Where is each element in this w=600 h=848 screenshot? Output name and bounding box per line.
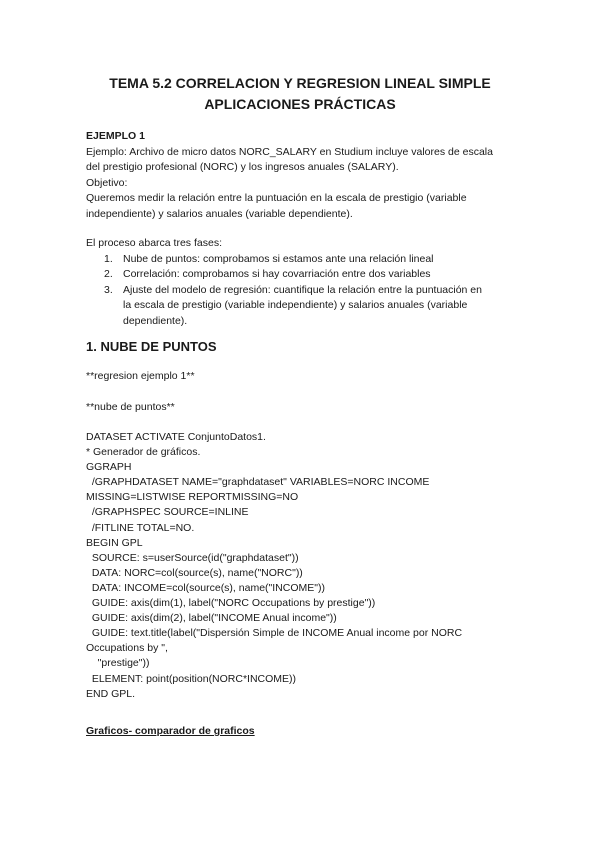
code-line: GUIDE: axis(dim(2), label("INCOME Anual income")) [86, 612, 337, 625]
page-title-line-1: TEMA 5.2 CORRELACION Y REGRESION LINEAL SIMPLE [109, 75, 491, 91]
phase-list [86, 252, 526, 330]
process-section [86, 236, 526, 329]
code-line: /FITLINE TOTAL=NO. [86, 521, 195, 534]
section-heading-nube-de-puntos: 1. NUBE DE PUNTOS [86, 339, 217, 354]
phase-text: Ajuste del modelo de regresión: cuantifique la relación entre la puntuación en [123, 283, 482, 296]
code-line: /GRAPHDATASET NAME="graphdataset" VARIABLES=NORC INCOME [86, 476, 430, 489]
code-line: ELEMENT: point(position(NORC*INCOME)) [86, 672, 297, 685]
objective-line-1: Queremos medir la relación entre la puntuación en la escala de prestigio (variable [86, 192, 467, 204]
code-line: MISSING=LISTWISE REPORTMISSING=NO [86, 491, 299, 504]
objective-line-2: independiente) y salarios anuales (variable dependiente). [86, 207, 353, 220]
page-title-line-2: APLICACIONES PRÁCTICAS [204, 96, 396, 112]
phase-text: dependiente). [123, 314, 188, 327]
phase-item [86, 283, 526, 330]
code-line: SOURCE: s=userSource(id("graphdataset")) [86, 551, 299, 564]
code-line: /GRAPHSPEC SOURCE=INLINE [86, 506, 249, 519]
code-line: DATA: INCOME=col(source(s), name("INCOME")) [86, 581, 325, 594]
phase-text: Nube de puntos: comprobamos si estamos ante una relación lineal [123, 252, 434, 265]
syntax-comment: **regresion ejemplo 1** [86, 370, 195, 382]
phase-text: Correlación: comprobamos si hay covarriación entre dos variables [123, 268, 431, 280]
code-line: GUIDE: axis(dim(1), label("NORC Occupations by prestige")) [86, 597, 376, 610]
example-description-line-2: del prestigio profesional (NORC) y los ingresos anuales (SALARY). [86, 161, 399, 173]
example-description-line-1: Ejemplo: Archivo de micro datos NORC_SALARY en Studium incluye valores de escala [86, 145, 493, 158]
objective-label: Objetivo: [86, 176, 128, 189]
phase-item [86, 252, 526, 268]
code-line: GGRAPH [86, 461, 132, 474]
section-heading-graficos: Graficos- comparador de graficos [86, 725, 255, 737]
process-intro: El proceso abarca tres fases: [86, 237, 222, 249]
code-line: * Generador de gráficos. [86, 446, 201, 459]
phase-item [86, 267, 526, 283]
phase-text: la escala de prestigio (variable independiente) y salarios anuales (variable [123, 299, 468, 311]
phase-number: 3. [104, 283, 113, 296]
phase-number: 2. [104, 268, 113, 280]
code-line: END GPL. [86, 687, 136, 700]
code-line: "prestige")) [86, 657, 150, 670]
example-section [86, 129, 526, 222]
code-line: DATASET ACTIVATE ConjuntoDatos1. [86, 431, 266, 443]
phase-number: 1. [104, 252, 113, 265]
code-line: GUIDE: text.title(label("Dispersión Simple de INCOME Anual income por NORC [86, 627, 463, 640]
code-line: DATA: NORC=col(source(s), name("NORC")) [86, 566, 303, 579]
example-heading: EJEMPLO 1 [86, 130, 145, 142]
syntax-comment: **nube de puntos** [86, 401, 175, 413]
syntax-code-block [86, 430, 526, 702]
code-line: BEGIN GPL [86, 536, 143, 549]
code-line: Occupations by ", [86, 642, 168, 655]
